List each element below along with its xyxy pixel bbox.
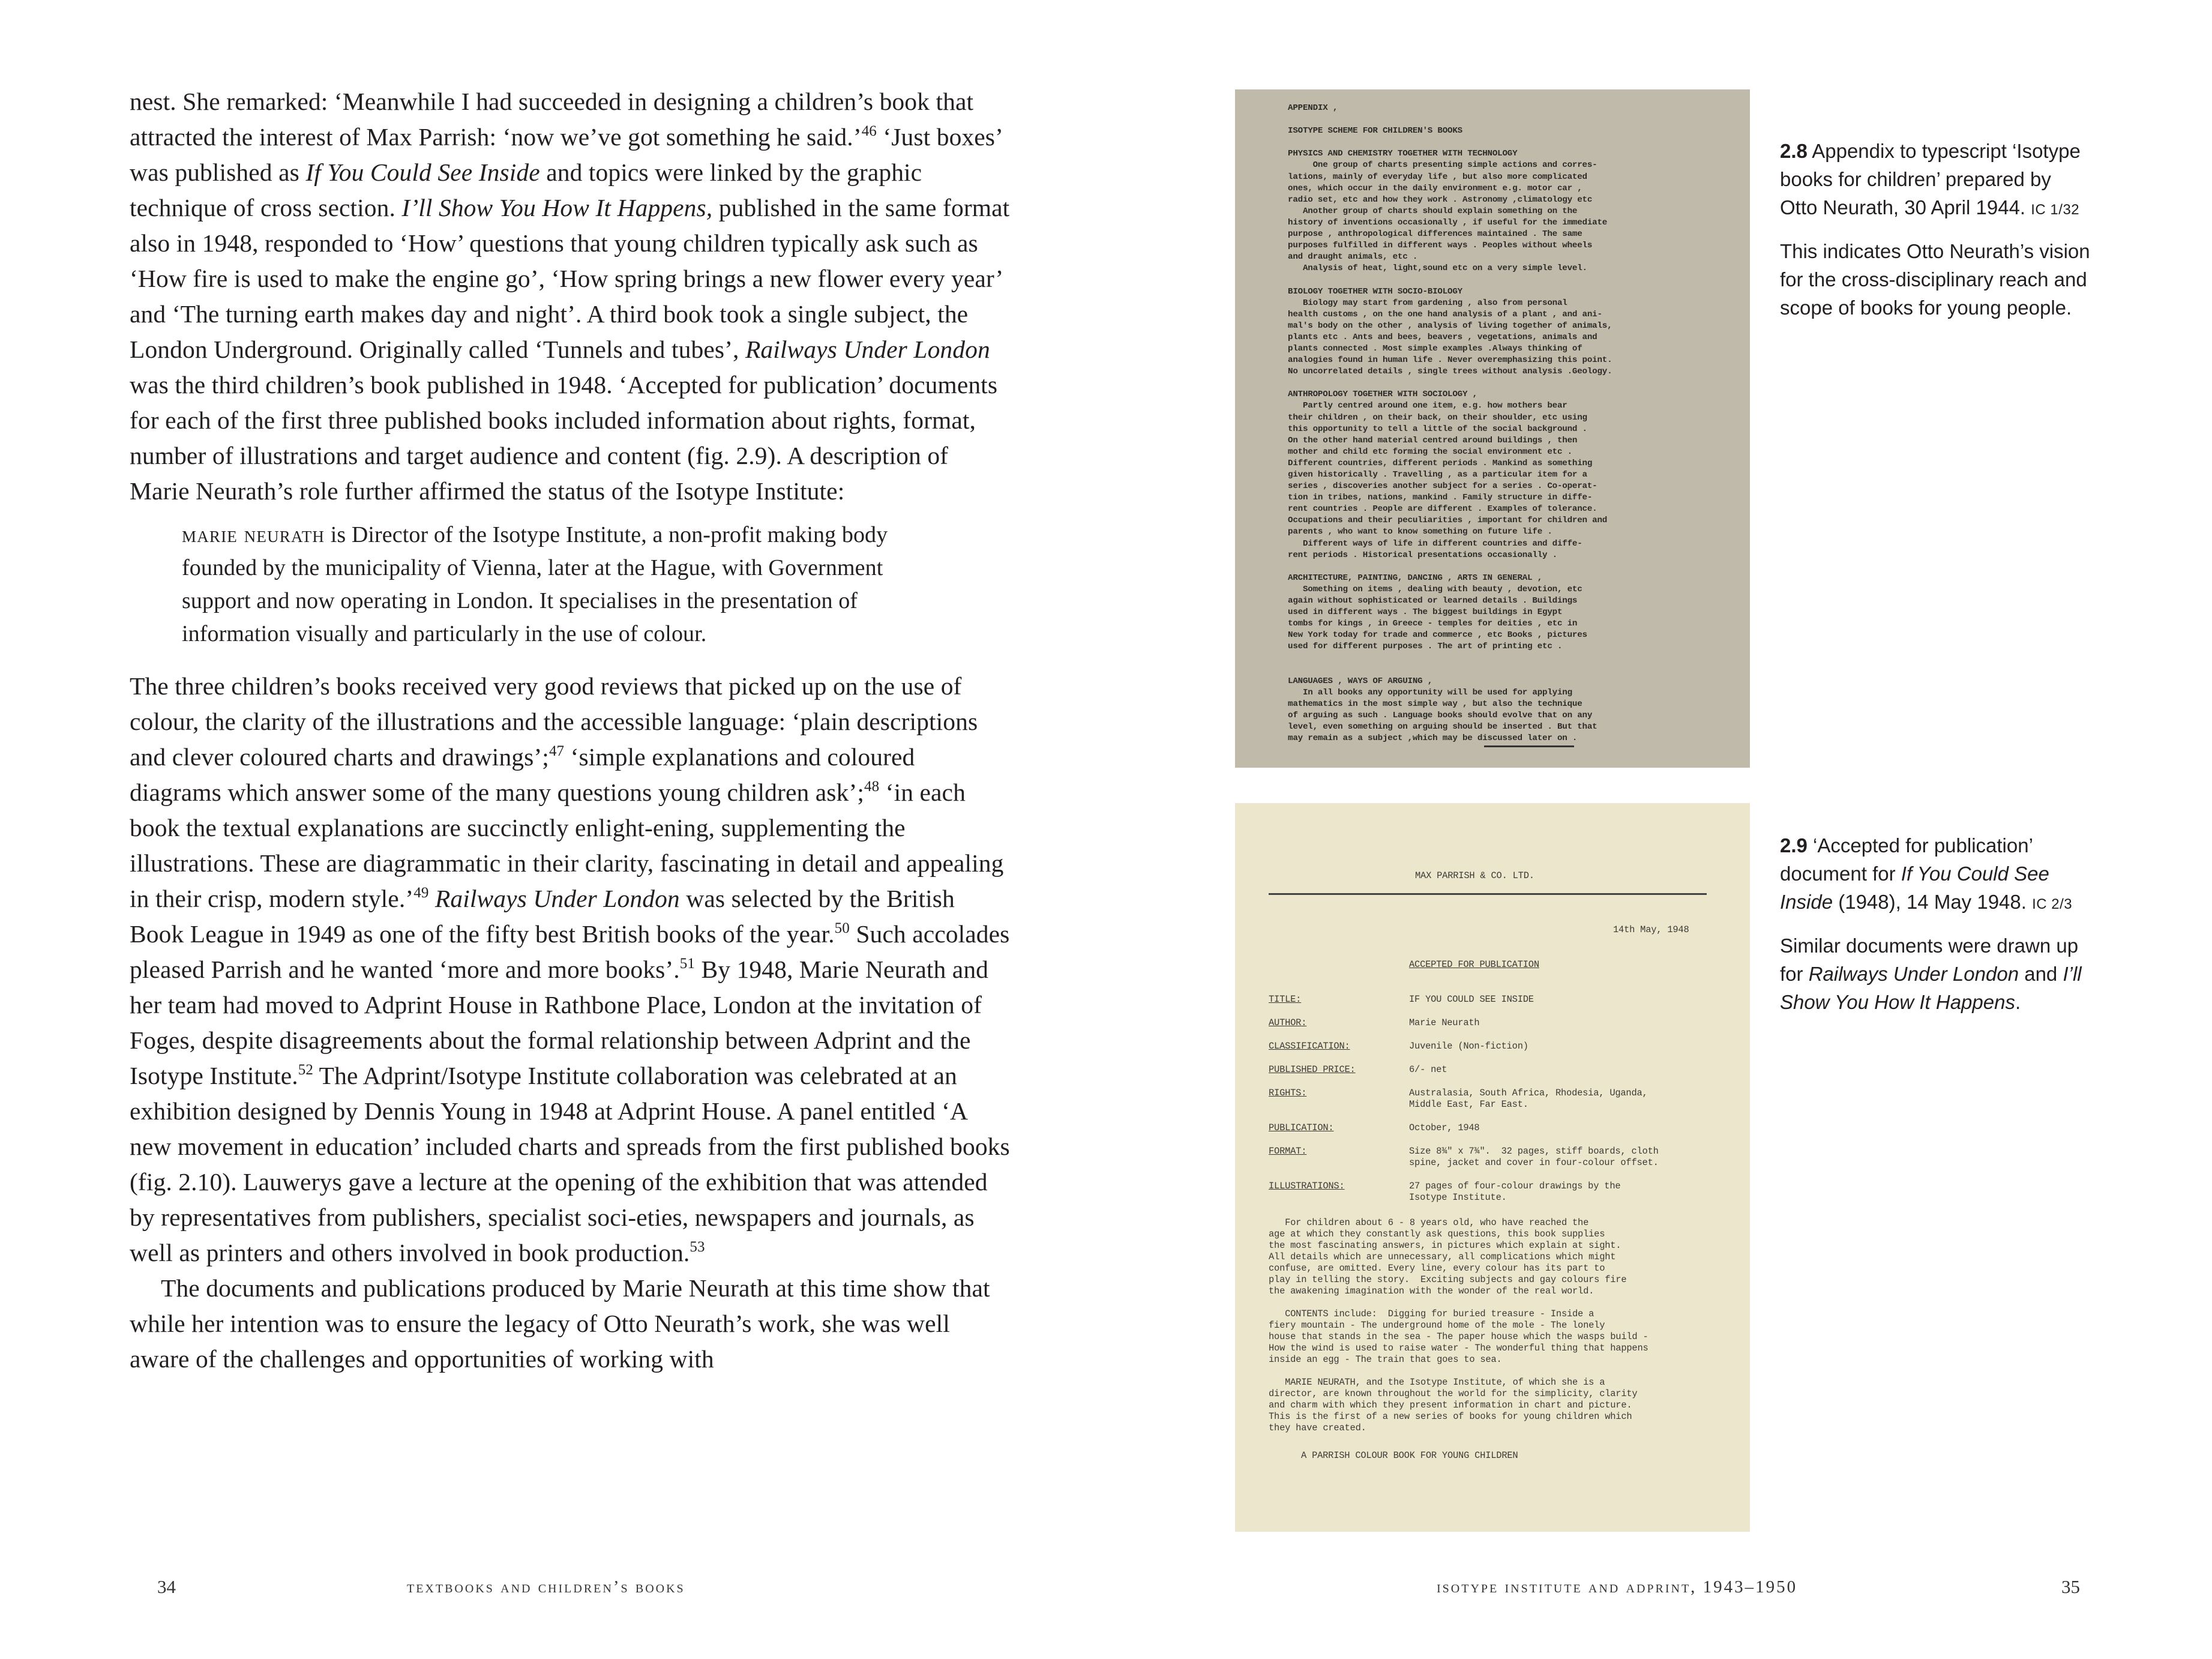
footnote-ref: 46 [861,123,877,139]
archive-ref: IC 2/3 [2032,896,2073,912]
document-body: For children about 6 - 8 years old, who have reached the age at which they constantly ask questions, this book supplies the most fascinating answers, in pictures which explain at sight. All details which are unnecessary, all complications which might confuse, are omitted. Every line, every colour has its part to play in telling the story. Exciting subjects and gay colours fire the awakening imagination with the wonder of the real world. CONTENTS include: Digging for buried treasure - Inside a fiery mountain - The underground home of the mole - The lonely house that stands in the sea - The paper house which the wasps build - How the wind is used to raise water - The wonderful thing that happens inside an egg - The train that goes to sea. MARIE NEURATH, and the Isotype Institute, of which she is a director, are known throughout the world for the simplicity, clarity and charm with which they present information in chart and picture. This is the first of a new series of books for young children which they have created. [1269,1217,1648,1433]
field-label: TITLE: [1269,994,1302,1005]
caption-2-8: 2.8 Appendix to typescript ‘Isotype books for children’ prepared by Otto Neurath, 30 April 1944. IC 1/32 This indicates Otto Neurath’s vision for the cross-disciplinary reach and scope of books for young people. [1780,137,2092,335]
field-label: PUBLICATION: [1269,1122,1334,1133]
quote-name: marie neurath [182,522,325,547]
field-value: Marie Neurath [1409,1017,1480,1028]
caption-note: Similar documents were drawn up for Railways Under London and I’ll Show You How It Happens. [1780,935,2082,1013]
page-number: 34 [157,1576,176,1597]
page-number: 35 [2061,1576,2080,1597]
footnote-ref: 52 [298,1062,313,1078]
field-value: 27 pages of four-colour drawings by the Isotype Institute. [1409,1181,1621,1203]
divider [1269,893,1707,895]
footnote-ref: 49 [413,885,429,901]
field-label: AUTHOR: [1269,1017,1307,1028]
running-head: isotype institute and adprint, 1943–1950 [1437,1577,1798,1597]
paragraph: The three children’s books received very good reviews that picked up on the use of colour, the clarity of the illustrations and the accessible language: ‘plain descriptions and clever coloured charts and drawings’;$^{47}$ ‘simple explanations and coloured diagrams which answer some of the many questions young children ask’;$^{48}$ ‘in each book the textual explanations are succinctly enlight-ening, supplementing the illustrations. These are diagrammatic in their clarity, fascinating in detail and appealing in their crisp, modern style.’$^{49}$ Railways Under London was selected by the British Book League in 1949 as one of the fifty best British books of the year.$^{50}$ Such accolades pleased Parrish and he wanted ‘more and more books’.$^{51}$ By 1948, Marie Neurath and her team had moved to Adprint House in Rathbone Place, London at the invitation of Foges, despite disagreements about the formal relationship between Adprint and the Isotype Institute.$^{52}$ The Adprint/Isotype Institute collaboration was celebrated at an exhibition designed by Dennis Young in 1948 at Adprint House. A panel entitled ‘A new movement in education’ included charts and spreads from the first published books (fig. 2.10). Lauwerys gave a lecture at the opening of the exhibition that was attended by representatives from publishers, specialist soci-eties, newspapers and journals, as well as printers and others involved in book production.$^{53}$ [130,672,1010,1266]
field-label: RIGHTS: [1269,1088,1307,1098]
typescript-text: APPENDIX , ISOTYPE SCHEME FOR CHILDREN'S BOOKS PHYSICS AND CHEMISTRY TOGETHER WITH TECHNOLOGY One group of charts presenting simple actions and corres- lations, mainly of everyday life , but also more complicated ones, which occur in the daily environment e.g. motor car , radio set, etc and how they work . Astronomy ,climatology etc Another group of charts should explain something on the history of inventions occasionally , if useful for the immediate purpose , anthropological differences maintained . The same purposes fulfilled in different ways . Peoples without wheels and draught animals, etc . Analysis of heat, light,sound etc on a very simple level. BIOLOGY TOGETHER WITH SOCIO-BIOLOGY Biology may start from gardening , also from personal health customs , on the one hand analysis of a plant , and ani- mal's body on the other , analysis of living together of animals, plants etc . Ants and bees, beavers , vegetations, animals and plants connected . Most simple examples .Always thinking of analogies found in human life . Never overemphasizing this point. No uncorrelated details , single trees without analysis .Geology. ANTHROPOLOGY TOGETHER WITH SOCIOLOGY , Partly centred around one item, e.g. how mothers bear their children , on their back, on their shoulder, etc using this opportunity to tell a little of the social background . On the other hand material centred around buildings , then mother and child etc forming the social environment etc . Different countries, different periods . Mankind as something given historically . Travelling , as a particular item for a series , discoveries another subject for a series . Co-operat- tion in tribes, nations, mankind . Family structure in diffe- rent countries . People are different . Examples of tolerance. Occupations and their peculiarities , important for children and parents , who want to know something on future life . Different ways of life in different countries and diffe- rent periods . Historical presentations occasionally . ARCHITECTURE, PAINTING, DANCING , ARTS IN GENERAL , Something on items , dealing with beauty , devotion, etc again without sophisticated or learned details . Buildings used in different ways . The biggest buildings in Egypt tombs for kings , in Greece - temples for deities , etc in New York today for trade and commerce , etc Books , pictures used for different purposes . The art of printing etc . LANGUAGES , WAYS OF ARGUING , In all books any opportunity will be used for applying mathematics in the most simple way , but also the technique of arguing as such . Language books should evolve that on any level, even something on arguing should be inserted . But that may remain as a subject ,which may be discussed later on . [1288,103,1612,744]
signature-rule [1484,745,1574,747]
block-quote: marie neurath is Director of the Isotype Institute, a non-profit making body founded by the municipality of Vienna, later at the Hague, with Government support and now operating in London. It specialises in the presentation of information visually and particularly in the use of colour. [182,522,888,646]
field-value: IF YOU COULD SEE INSIDE [1409,994,1534,1005]
company-name: MAX PARRISH & CO. LTD. [1415,870,1534,881]
document-footer: A PARRISH COLOUR BOOK FOR YOUNG CHILDREN [1301,1450,1518,1461]
document-date: 14th May, 1948 [1613,924,1689,935]
footnote-ref: 50 [834,920,850,936]
field-value: October, 1948 [1409,1122,1480,1133]
figure-accepted-for-publication [1235,803,1750,1532]
running-head: textbooks and children’s books [407,1577,685,1597]
body-text [130,84,1012,1377]
archive-ref: IC 1/32 [2031,202,2080,218]
caption-note: This indicates Otto Neurath’s vision for the cross-disciplinary reach and scope of books for young people. [1780,240,2090,319]
field-value: 6/- net [1409,1064,1447,1075]
figure-number: 2.8 [1780,140,1808,162]
caption-2-9: 2.9 ‘Accepted for publication’ document for If You Could See Inside (1948), 14 May 1948. IC 2/3 Similar documents were drawn up for Railways Under London and I’ll Show You How It Happens. [1780,831,2092,1029]
figure-number: 2.9 [1780,834,1808,857]
field-label: FORMAT: [1269,1146,1307,1157]
field-label: CLASSIFICATION: [1269,1041,1350,1052]
field-label: PUBLISHED PRICE: [1269,1064,1356,1075]
field-value: Juvenile (Non-fiction) [1409,1041,1528,1052]
document-heading: ACCEPTED FOR PUBLICATION [1409,959,1539,970]
footnote-ref: 51 [679,956,695,972]
field-label: ILLUSTRATIONS: [1269,1181,1345,1191]
paragraph: nest. She remarked: ‘Meanwhile I had succeeded in designing a children’s book that attracted the interest of Max Parrish: ‘now we’ve got something he said.’$^{46}$ ‘Just boxes’ was published as If You Could See Inside and topics were linked by the graphic technique of cross section. I’ll Show You How It Happens, published in the same format also in 1948, responded to ‘How’ questions that young children typically ask such as ‘How fire is used to make the engine go’, ‘How spring brings a new flower every year’ and ‘The turning earth makes day and night’. A third book took a single subject, the London Underground. Originally called ‘Tunnels and tubes’, Railways Under London was the third children’s book published in 1948. ‘Accepted for publication’ documents for each of the first three published books included information about rights, format, number of illustrations and target audience and content (fig. 2.9). A description of Marie Neurath’s role further affirmed the status of the Isotype Institute: [130,88,1010,505]
figure-appendix-typescript [1235,89,1750,768]
footnote-ref: 48 [864,778,880,795]
field-value: Australasia, South Africa, Rhodesia, Uganda, Middle East, Far East. [1409,1088,1648,1110]
footnote-ref: 47 [548,743,565,759]
paragraph: The documents and publications produced by Marie Neurath at this time show that while her intention was to ensure the legacy of Otto Neurath’s work, she was well aware of the challenges and opportunities of working with [130,1274,990,1373]
footnote-ref: 53 [690,1239,705,1255]
field-value: Size 8¾" x 7¾". 32 pages, stiff boards, cloth spine, jacket and cover in four-colour offset. [1409,1146,1659,1168]
